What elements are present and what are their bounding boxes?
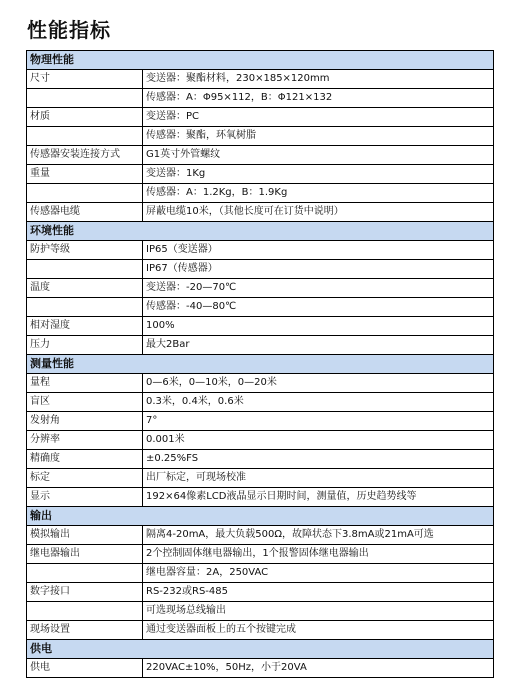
- table-row: [27, 659, 494, 678]
- table-row: [27, 260, 494, 279]
- table-row: [27, 108, 494, 127]
- row-label: 重量: [27, 165, 143, 184]
- table-row: [27, 89, 494, 108]
- spec-table: [26, 50, 494, 678]
- row-label: 模拟输出: [27, 526, 143, 545]
- row-value: 传感器：-40—80℃: [143, 298, 494, 317]
- row-value: 7°: [143, 412, 494, 431]
- section-header: [27, 222, 494, 241]
- table-row: [27, 393, 494, 412]
- row-value: 出厂标定，可现场校准: [143, 469, 494, 488]
- table-row: [27, 70, 494, 89]
- row-value: 屏蔽电缆10米，（其他长度可在订货中说明）: [143, 203, 494, 222]
- row-label: 温度: [27, 279, 143, 298]
- row-label: 供电: [27, 659, 143, 678]
- row-label: 标定: [27, 469, 143, 488]
- section-header: [27, 355, 494, 374]
- row-label: [27, 564, 143, 583]
- row-label: 传感器电缆: [27, 203, 143, 222]
- row-value: 变送器：PC: [143, 108, 494, 127]
- page-title: 性能指标: [27, 18, 111, 42]
- row-value: 2个控制固体继电器输出，1个报警固体继电器输出: [143, 545, 494, 564]
- row-label: 量程: [27, 374, 143, 393]
- table-row: [27, 165, 494, 184]
- row-value: 变送器：1Kg: [143, 165, 494, 184]
- row-value: 通过变送器面板上的五个按键完成: [143, 621, 494, 640]
- section-header: [27, 51, 494, 70]
- row-value: 0—6米，0—10米，0—20米: [143, 374, 494, 393]
- row-label: [27, 89, 143, 108]
- row-value: 传感器：A：1.2Kg，B：1.9Kg: [143, 184, 494, 203]
- row-value: 220VAC±10%，50Hz，小于20VA: [143, 659, 494, 678]
- row-label: 传感器安装连接方式: [27, 146, 143, 165]
- table-row: [27, 317, 494, 336]
- spec-table-body: [27, 51, 494, 678]
- row-label: 分辨率: [27, 431, 143, 450]
- row-label: 精确度: [27, 450, 143, 469]
- table-row: [27, 336, 494, 355]
- section-title: 环境性能: [27, 222, 494, 241]
- row-value: 变送器：聚酯材料，230×185×120mm: [143, 70, 494, 89]
- table-row: [27, 203, 494, 222]
- row-value: G1英寸外管螺纹: [143, 146, 494, 165]
- table-row: [27, 241, 494, 260]
- row-label: [27, 127, 143, 146]
- row-value: 最大2Bar: [143, 336, 494, 355]
- row-value: 隔离4-20mA，最大负载500Ω，故障状态下3.8mA或21mA可选: [143, 526, 494, 545]
- row-value: IP65（变送器）: [143, 241, 494, 260]
- row-value: RS-232或RS-485: [143, 583, 494, 602]
- table-row: [27, 450, 494, 469]
- row-label: [27, 298, 143, 317]
- row-value: 0.3米，0.4米，0.6米: [143, 393, 494, 412]
- table-row: [27, 583, 494, 602]
- table-row: [27, 488, 494, 507]
- table-row: [27, 127, 494, 146]
- row-value: 100%: [143, 317, 494, 336]
- section-title: 供电: [27, 640, 494, 659]
- row-value: IP67（传感器）: [143, 260, 494, 279]
- table-row: [27, 526, 494, 545]
- row-label: [27, 184, 143, 203]
- row-value: 0.001米: [143, 431, 494, 450]
- table-row: [27, 184, 494, 203]
- row-value: ±0.25%FS: [143, 450, 494, 469]
- row-value: 变送器：-20—70℃: [143, 279, 494, 298]
- row-label: 现场设置: [27, 621, 143, 640]
- row-value: 192×64像素LCD液晶显示日期时间，测量值，历史趋势线等: [143, 488, 494, 507]
- table-row: [27, 431, 494, 450]
- table-row: [27, 621, 494, 640]
- row-label: 压力: [27, 336, 143, 355]
- section-title: 物理性能: [27, 51, 494, 70]
- table-row: [27, 146, 494, 165]
- table-row: [27, 602, 494, 621]
- row-label: 尺寸: [27, 70, 143, 89]
- row-label: 数字接口: [27, 583, 143, 602]
- table-row: [27, 298, 494, 317]
- table-row: [27, 279, 494, 298]
- table-row: [27, 412, 494, 431]
- row-label: 防护等级: [27, 241, 143, 260]
- section-header: [27, 507, 494, 526]
- row-label: 相对湿度: [27, 317, 143, 336]
- section-title: 输出: [27, 507, 494, 526]
- table-row: [27, 564, 494, 583]
- table-row: [27, 469, 494, 488]
- section-header: [27, 640, 494, 659]
- row-label: 显示: [27, 488, 143, 507]
- row-label: 继电器输出: [27, 545, 143, 564]
- row-label: 盲区: [27, 393, 143, 412]
- row-value: 传感器：A：Φ95×112，B：Φ121×132: [143, 89, 494, 108]
- row-label: 材质: [27, 108, 143, 127]
- table-row: [27, 374, 494, 393]
- table-row: [27, 545, 494, 564]
- row-value: 可选现场总线输出: [143, 602, 494, 621]
- section-title: 测量性能: [27, 355, 494, 374]
- row-label: [27, 602, 143, 621]
- row-value: 传感器：聚酯，环氧树脂: [143, 127, 494, 146]
- row-value: 继电器容量：2A，250VAC: [143, 564, 494, 583]
- row-label: [27, 260, 143, 279]
- row-label: 发射角: [27, 412, 143, 431]
